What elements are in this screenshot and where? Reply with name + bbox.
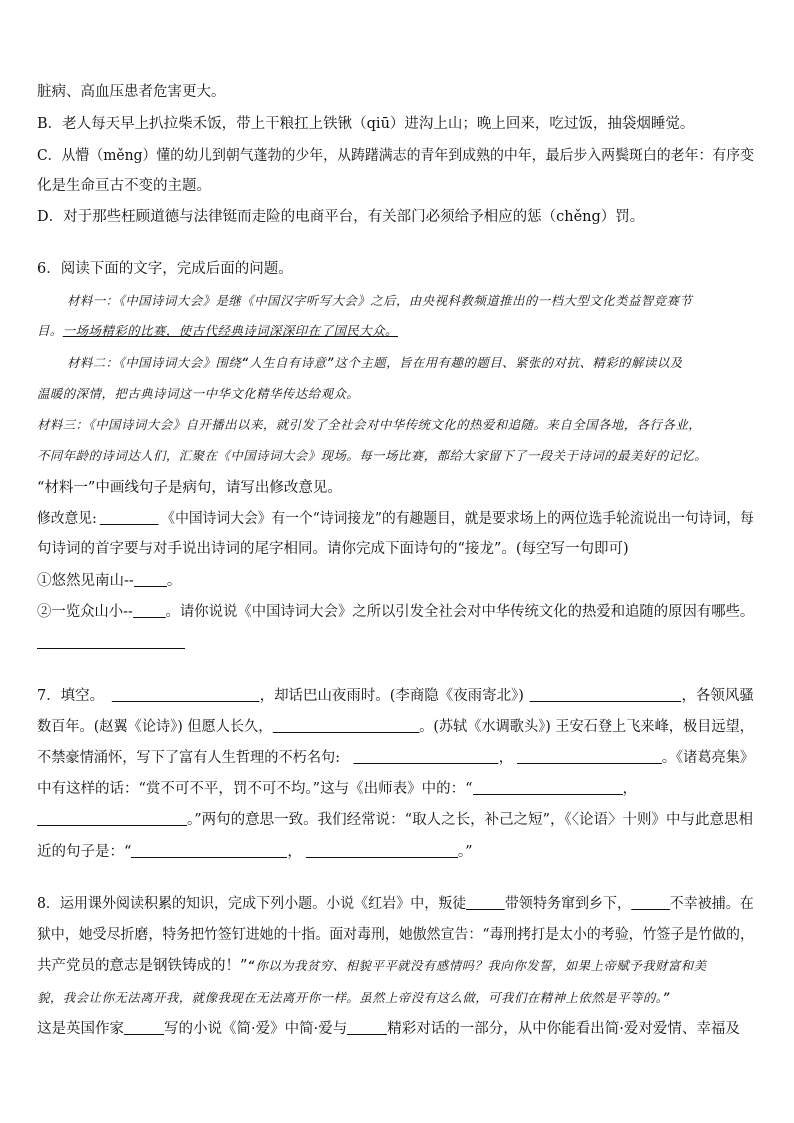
q5-option-c-cont: 化是生命亘古不变的主题。 (37, 178, 211, 194)
answer-blank (306, 843, 458, 858)
answer-blank (272, 718, 419, 733)
q7-line-2: 数百年。(赵翼《论诗》) 但愿人长久， 。(苏轼《水调歌头》) 王安石登上飞来峰，极目远望， (37, 719, 754, 735)
q7-line-3: 不禁豪情涌怀，写下了富有人生哲理的不朽名句: ， 。《诸葛亮集》 (37, 750, 755, 766)
q6-revision-line: 修改意见: 《中国诗词大会》有一个“诗词接龙”的有趣题目，就是要求场上的两位选手轮流说出一句诗词，每 (37, 511, 754, 527)
answer-blank (631, 895, 670, 910)
answer-blank (466, 895, 505, 910)
q6-question-1: “材料一”中画线句子是病句，请写出修改意见。 (37, 480, 342, 496)
answer-blank (133, 603, 166, 618)
underlined-sentence: 一场场精彩的比赛，使古代经典诗词深深印在了国民大众。 (62, 323, 398, 338)
answer-blank (530, 687, 682, 702)
answer-blank (473, 780, 623, 795)
q5-option-a-end: 脏病、高血压患者危害更大。 (37, 84, 226, 100)
q6-poem-1: ①悠然见南山-- 。 (37, 573, 182, 589)
q6-material-2-cont: 温暖的深情，把古典诗词这一中华文化精华传达给观众。 (37, 386, 360, 401)
answer-blank (517, 749, 662, 764)
answer-blank (131, 843, 287, 858)
q6-material-1: 材料一：《中国诗词大会》是继《中国汉字听写大会》之后，由央视科教频道推出的一档大型文化类益智竞赛节 (67, 293, 693, 308)
q5-option-c: C．从懵（měng）懂的幼儿到朝气蓬勃的少年，从踌躇满志的青年到成熟的中年，最后步入两鬓斑白的老年：有序变 (37, 148, 755, 164)
q5-option-b: B．老人每天早上扒拉柴禾饭，带上干粮扛上铁锹（qiū）进沟上山；晚上回来，吃过饭，抽袋烟睡觉。 (37, 116, 695, 132)
answer-blank (354, 749, 499, 764)
answer-blank (124, 1020, 164, 1035)
q5-option-d: D．对于那些枉顾道德与法律铤而走险的电商平台，有关部门必须给予相应的惩（chěng）罚。 (37, 209, 645, 225)
answer-blank (112, 687, 260, 702)
q8-line-2: 狱中，她受尽折磨，特务把竹签钉进她的十指。面对毒刑，她傲然宣告：“毒刑拷打是太小的考验，竹签子是竹做的， (37, 927, 754, 943)
answer-blank (134, 572, 167, 587)
q6-instructions: 句诗词的首字要与对手说出诗词的尾字相同。请你完成下面诗句的“接龙”。(每空写一句即可) (37, 541, 629, 557)
answer-blank (100, 510, 159, 525)
q8-line-5: 这是英国作家 写的小说《简·爱》中简·爱与 精彩对话的一部分，从中你能看出简·爱对爱情、幸福及 (37, 1021, 740, 1037)
q7-line-1: 7．填空。 ，却话巴山夜雨时。(李商隐《夜雨寄北》) ，各领风骚 (37, 688, 754, 704)
q8-line-1: 8．运用课外阅读积累的知识，完成下列小题。小说《红岩》中，叛徒 带领特务窜到乡下， 不幸被捕。在 (37, 896, 754, 912)
q8-line-4: 貌，我会让你无法离开我，就像我现在无法离开你一样。虽然上帝没有这么做，可我们在精神上依然是平等的。” (37, 990, 671, 1005)
q7-line-5: 。”两句的意思一致。我们经常说：“取人之长，补己之短”，《〈论语〉十则》中与此意思相 (37, 810, 753, 830)
q6-material-3: 材料三：《中国诗词大会》自开播出以来，就引发了全社会对中华传统文化的热爱和追随。来自全国各地，各行各业， (37, 417, 702, 432)
answer-blank (37, 811, 187, 826)
q6-material-3-cont: 不同年龄的诗词达人们，汇聚在《中国诗词大会》现场。每一场比赛，都给大家留下了一段关于诗词的最美好的记忆。 (37, 448, 708, 463)
q6-stem: 6．阅读下面的文字，完成后面的问题。 (37, 261, 293, 277)
q7-line-6: 近的句子是：“ ， 。” (37, 844, 473, 860)
q7-line-4: 中有这样的话：“赏不可不平，罚不可不均。”这与《出师表》中的：“ ， (37, 781, 637, 797)
q6-poem-2: ②一览众山小-- 。请你说说《中国诗词大会》之所以引发全社会对中华传统文化的热爱和追随的原因有哪些。 (37, 604, 755, 620)
answer-blank (347, 1020, 387, 1035)
q6-material-1-cont: 目。一场场精彩的比赛，使古代经典诗词深深印在了国民大众。 (37, 323, 398, 338)
answer-line (37, 648, 185, 649)
q6-material-2: 材料二：《中国诗词大会》围绕“人生自有诗意”这个主题，旨在用有趣的题目、紧张的对抗、精彩的解读以及 (67, 355, 683, 370)
q8-line-3: 共产党员的意志是钢铁铸成的！”“你以为我贫穷、相貌平平就没有感情吗？我向你发誓，如果上帝赋予我财富和美 (37, 958, 707, 974)
